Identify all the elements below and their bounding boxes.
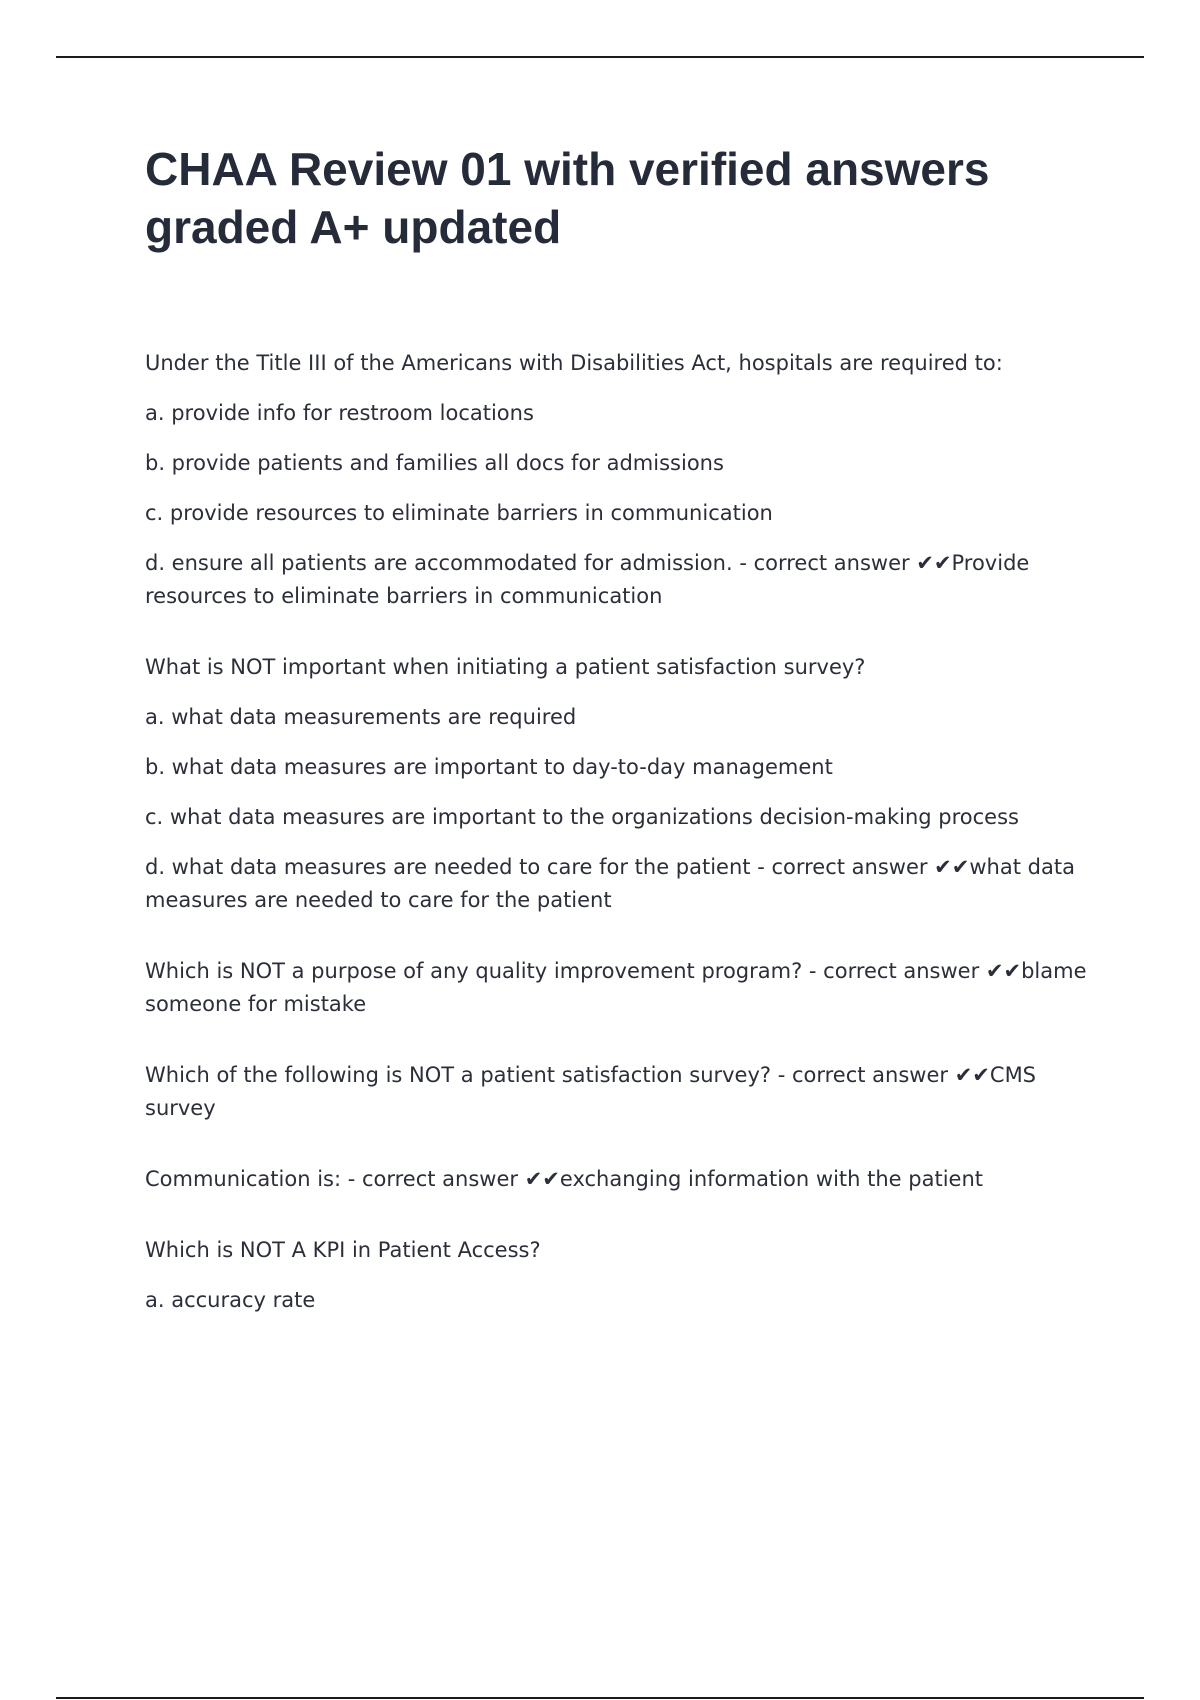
question-with-correct-answer: Which is NOT a purpose of any quality improvement program? - correct answer ✔✔blame someone for mistake [145, 959, 1087, 1016]
title-line-1: CHAA Review 01 with verified answers [145, 143, 990, 195]
question-block-4 [145, 1059, 1090, 1125]
question-block-3 [145, 955, 1090, 1021]
bottom-rule [56, 1697, 1144, 1699]
title-line-2: graded A+ updated [145, 201, 562, 253]
answer-option-b: b. provide patients and families all docs for admissions [145, 451, 724, 475]
answer-option-a: a. accuracy rate [145, 1288, 316, 1312]
answer-option-d-with-correct-answer: d. what data measures are needed to care for the patient - correct answer ✔✔what data measures are needed to care for the patient [145, 855, 1075, 912]
answer-option-c: c. what data measures are important to the organizations decision-making process [145, 805, 1019, 829]
question-with-correct-answer: Communication is: - correct answer ✔✔exchanging information with the patient [145, 1167, 983, 1191]
question-text: Under the Title III of the Americans with Disabilities Act, hospitals are required to: [145, 351, 1003, 375]
answer-option-a: a. provide info for restroom locations [145, 401, 534, 425]
document-body [145, 140, 1090, 1334]
question-text: Which is NOT A KPI in Patient Access? [145, 1238, 541, 1262]
question-block-1 [145, 347, 1090, 613]
answer-option-b: b. what data measures are important to day-to-day management [145, 755, 833, 779]
question-block-5 [145, 1163, 1090, 1196]
question-with-correct-answer: Which of the following is NOT a patient satisfaction survey? - correct answer ✔✔CMS survey [145, 1063, 1037, 1120]
question-block-6 [145, 1234, 1090, 1317]
document-title [145, 140, 1090, 256]
question-text: What is NOT important when initiating a patient satisfaction survey? [145, 655, 866, 679]
answer-option-d-with-correct-answer: d. ensure all patients are accommodated for admission. - correct answer ✔✔Provide resources to eliminate barriers in communication [145, 551, 1030, 608]
answer-option-a: a. what data measurements are required [145, 705, 577, 729]
answer-option-c: c. provide resources to eliminate barriers in communication [145, 501, 773, 525]
top-rule [56, 56, 1144, 58]
question-block-2 [145, 651, 1090, 917]
